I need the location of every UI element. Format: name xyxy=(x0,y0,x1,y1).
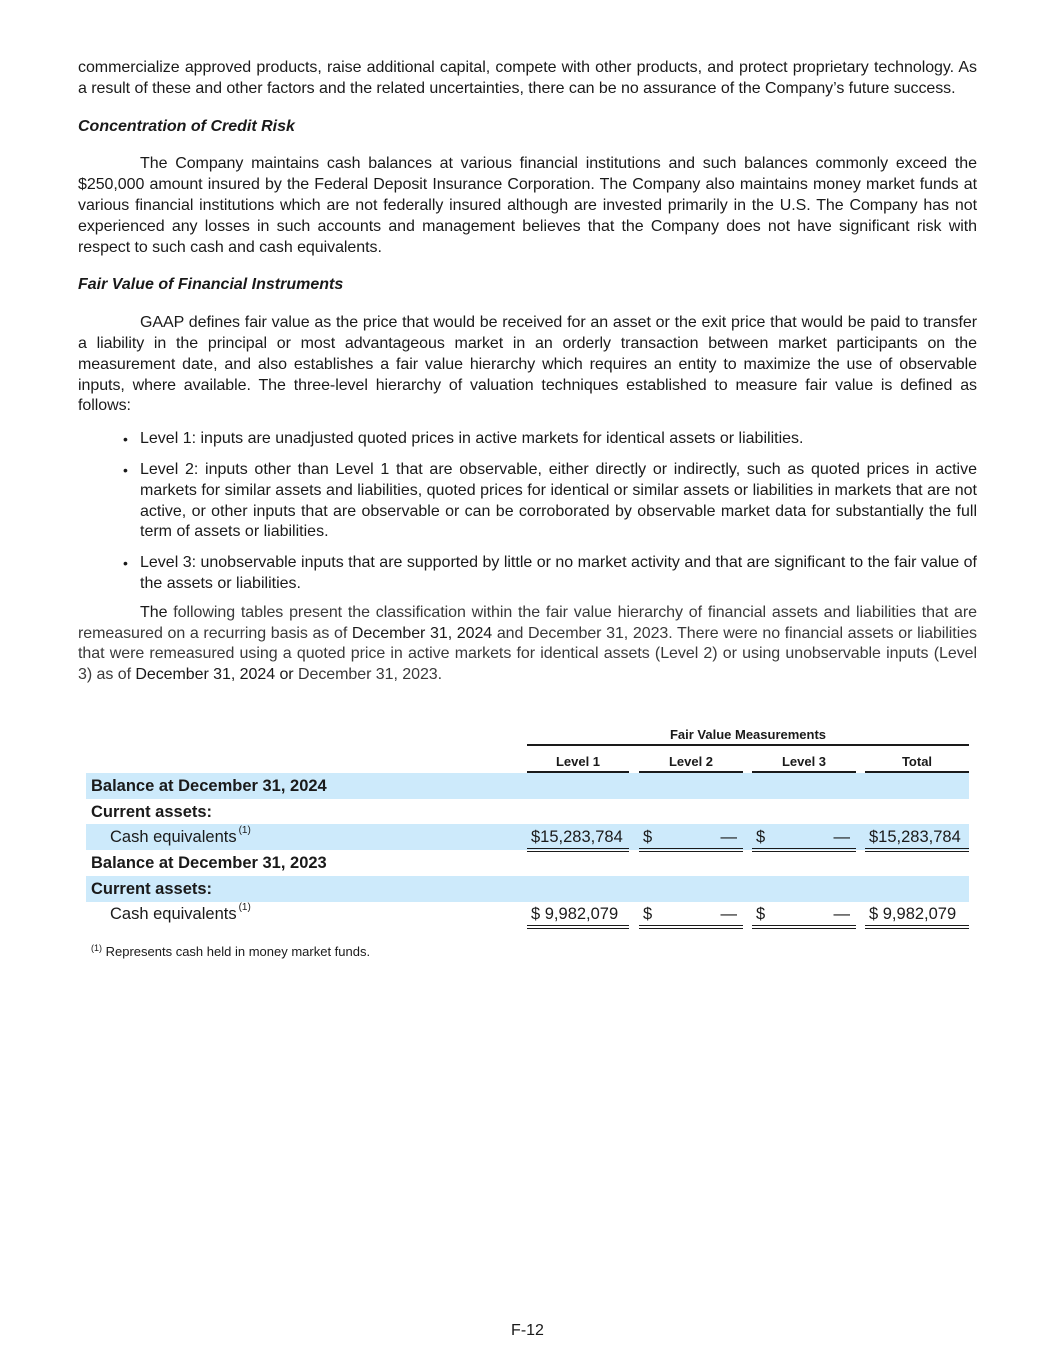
bullet-icon: • xyxy=(123,431,128,448)
cell-level-2: $ — xyxy=(639,901,743,929)
row-label: Cash equivalents $^{(1)}$ xyxy=(110,902,251,923)
column-header-total: Total xyxy=(865,752,969,773)
bullet-icon: • xyxy=(123,461,128,478)
table-column-headers xyxy=(527,752,969,772)
cell-total: $15,283,784 xyxy=(865,824,969,852)
credit-risk-paragraph: The Company maintains cash balances at various financial institutions and such balances commonly exceed the $250,000 amount insured by the Federal Deposit Insurance Corporation. The Company also maintains money market funds at various financial institutions which are not federally insured although are invested primarily in the U.S. The Company has not experienced any losses in such accounts and management believes that the Company does not have significant risk with respect to such cash and cash equivalents. xyxy=(78,155,977,256)
column-header-level-1: Level 1 xyxy=(527,752,629,773)
cell-level-1: $15,283,784 xyxy=(527,824,629,852)
row-label: Current assets: xyxy=(91,803,213,821)
bullet-icon: • xyxy=(123,555,128,572)
cell-level-2: $ — xyxy=(639,824,743,852)
intro-paragraph: commercialize approved products, raise additional capital, compete with other products, and protect proprietary technology. As a result of these and other factors and the related uncertainties, there can be no assurance of the Company’s future success. xyxy=(78,59,977,97)
cell-total: $ 9,982,079 xyxy=(865,901,969,929)
footnote-marker: (1) xyxy=(91,943,102,953)
row-label: Balance at December 31, 2023 xyxy=(91,854,327,872)
table-group-header: Fair Value Measurements xyxy=(527,726,969,746)
table-row xyxy=(86,824,969,850)
fair-value-heading: Fair Value of Financial Instruments xyxy=(78,276,344,294)
column-header-level-2: Level 2 xyxy=(639,752,743,773)
footnote-ref: (1) xyxy=(238,902,251,913)
list-item-level-3: • Level 3: unobservable inputs that are supported by little or no market activity and that are significant to the fair value of the assets or liabilities. xyxy=(123,554,977,592)
row-label: Balance at December 31, 2024 xyxy=(91,777,327,795)
table-row xyxy=(86,773,969,799)
table-row xyxy=(86,850,969,876)
cell-level-3: $ — xyxy=(752,824,856,852)
fair-value-paragraph: GAAP defines fair value as the price that would be received for an asset or the exit price that would be paid to transfer a liability in the principal or most advantageous market in an orderly transaction between market participants on the measurement date, and also establishes a fair value hierarchy which requires an entity to maximize the use of observable inputs, where available. The three-level hierarchy of valuation techniques established to measure fair value is defined as follows: xyxy=(78,314,977,415)
footnote-ref: (1) xyxy=(238,825,251,836)
list-item-level-1: • Level 1: inputs are unadjusted quoted prices in active markets for identical assets or liabilities. xyxy=(78,429,977,450)
document-page xyxy=(78,58,977,686)
row-label: Cash equivalents $^{(1)}$ xyxy=(110,825,251,846)
tables-intro-paragraph: The following tables present the classification within the fair value hierarchy of financial assets and liabilities that are remeasured on a recurring basis as of December 31, 2024 and December 31, 2023. There were no financial assets or liabilities that were remeasured using a quoted price in active markets for identical assets (Level 2) or using unobservable inputs (Level 3) as of December 31, 2024 or December 31, 2023. xyxy=(78,603,978,684)
table-row xyxy=(86,799,969,825)
row-label: Current assets: xyxy=(91,880,213,898)
list-item-level-2: • Level 2: inputs other than Level 1 that are observable, either directly or indirectly, such as quoted prices in active markets for similar assets and liabilities, quoted prices for identical or similar assets or liabilities in markets that are not active, or other inputs that are observable or can be corroborated by observable market data for substantially the full term of assets or liabilities. xyxy=(123,460,977,541)
table-footnote: $^{(1)}$ Represents cash held in money market funds. xyxy=(91,943,371,959)
cell-level-1: $ 9,982,079 xyxy=(527,901,629,929)
credit-risk-heading: Concentration of Credit Risk xyxy=(78,117,295,135)
table-row xyxy=(86,901,969,927)
cell-level-3: $ — xyxy=(752,901,856,929)
table-row xyxy=(86,876,969,902)
column-header-level-3: Level 3 xyxy=(752,752,856,773)
hierarchy-levels-list xyxy=(78,429,977,595)
page-number: F-12 xyxy=(511,1322,544,1339)
